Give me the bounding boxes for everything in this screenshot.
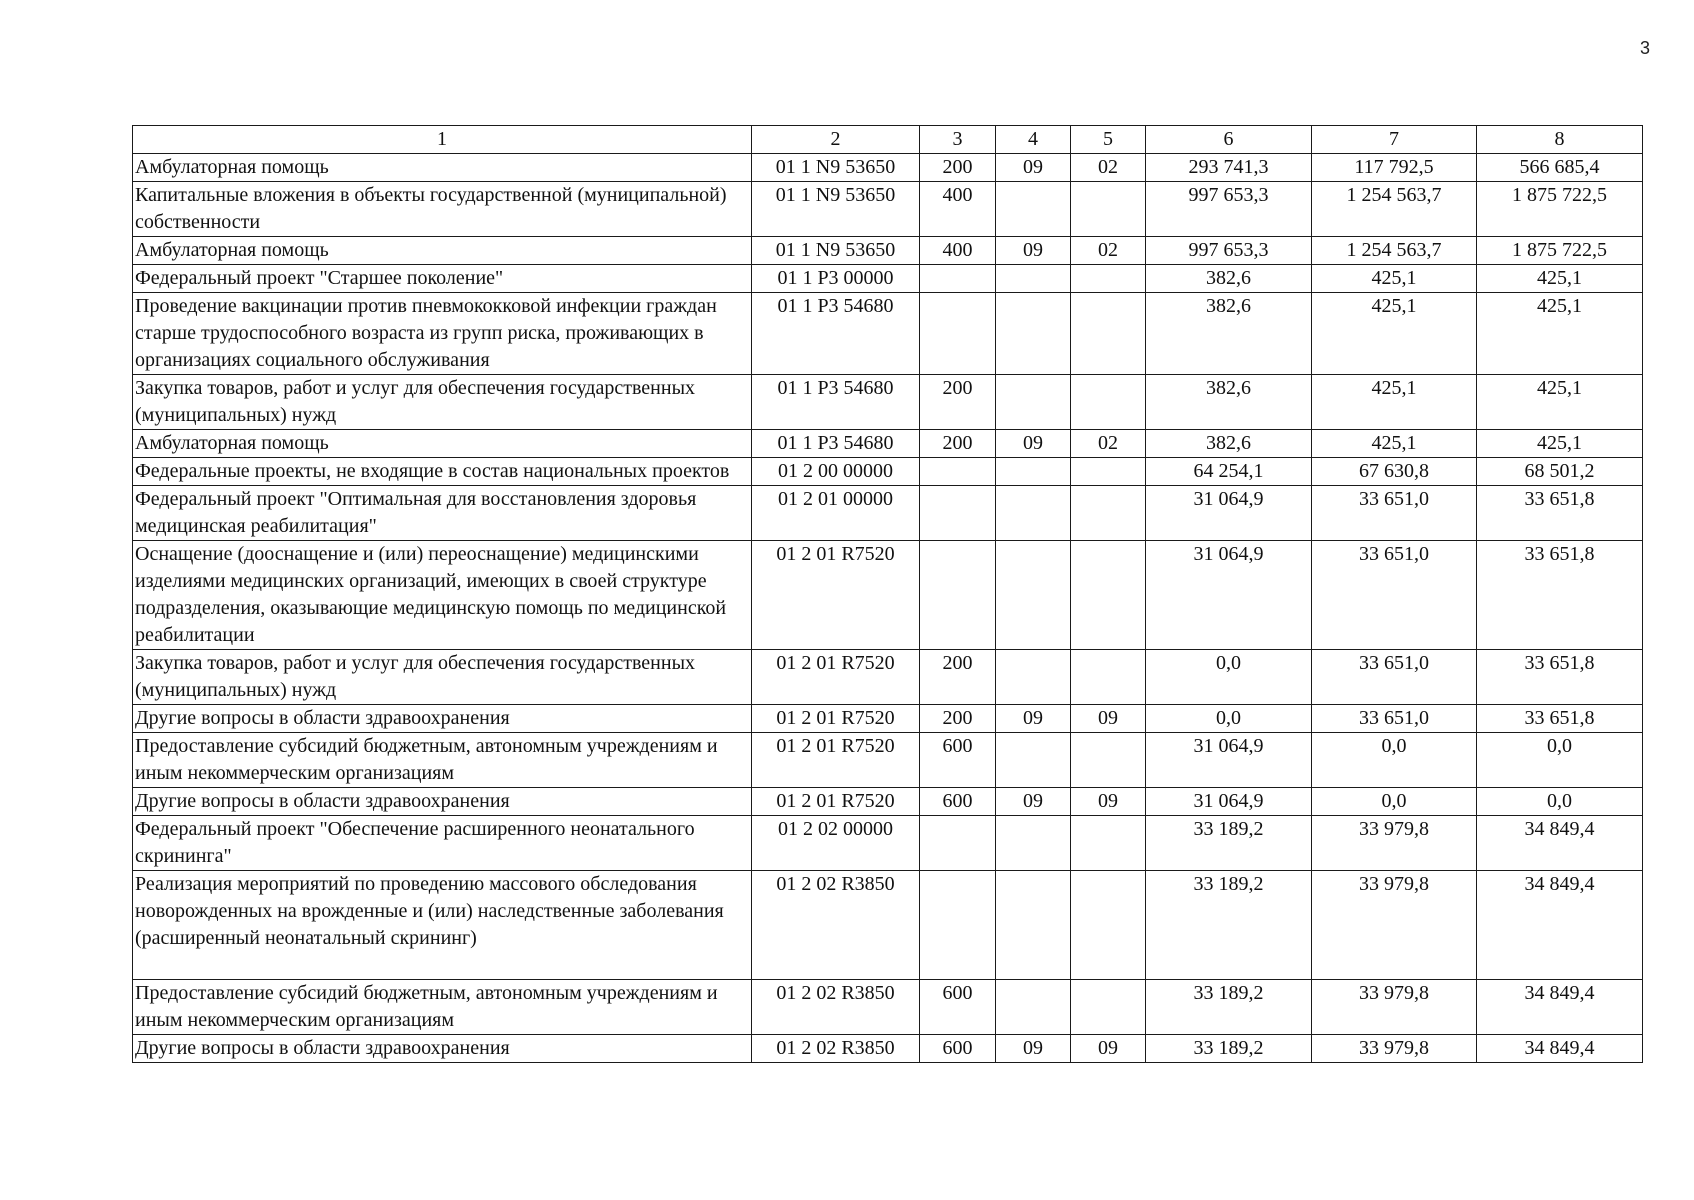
row-col5-cell: 09 [1071, 788, 1146, 816]
row-code-cell: 01 2 01 R7520 [752, 541, 920, 650]
row-col5-cell: 02 [1071, 237, 1146, 265]
row-col7-cell: 33 651,0 [1312, 705, 1477, 733]
row-col7-cell: 33 979,8 [1312, 871, 1477, 980]
row-col7-cell: 33 651,0 [1312, 486, 1477, 541]
row-col6-cell: 33 189,2 [1146, 816, 1312, 871]
row-col8-cell: 68 501,2 [1477, 458, 1643, 486]
row-col8-cell: 1 875 722,5 [1477, 182, 1643, 237]
row-col4-cell [996, 375, 1071, 430]
row-col3-cell: 600 [920, 733, 996, 788]
row-name-cell: Предоставление субсидий бюджетным, автономным учреждениям и иным некоммерческим организациям [133, 980, 752, 1035]
row-col3-cell: 200 [920, 650, 996, 705]
row-col6-cell: 382,6 [1146, 293, 1312, 375]
row-name-cell: Федеральный проект "Оптимальная для восстановления здоровья медицинская реабилитация" [133, 486, 752, 541]
row-col4-cell [996, 182, 1071, 237]
table-row [133, 154, 1643, 182]
row-col5-cell [1071, 182, 1146, 237]
table-row [133, 788, 1643, 816]
table-row [133, 430, 1643, 458]
row-name-cell: Закупка товаров, работ и услуг для обеспечения государственных (муниципальных) нужд [133, 375, 752, 430]
row-col6-cell: 31 064,9 [1146, 733, 1312, 788]
row-col8-cell: 34 849,4 [1477, 871, 1643, 980]
row-col4-cell [996, 265, 1071, 293]
row-col7-cell: 33 651,0 [1312, 650, 1477, 705]
row-col7-cell: 117 792,5 [1312, 154, 1477, 182]
row-name-cell: Другие вопросы в области здравоохранения [133, 1035, 752, 1063]
row-col8-cell: 33 651,8 [1477, 486, 1643, 541]
row-col8-cell: 0,0 [1477, 788, 1643, 816]
row-code-cell: 01 2 01 R7520 [752, 650, 920, 705]
row-col6-cell: 997 653,3 [1146, 182, 1312, 237]
row-name-cell: Другие вопросы в области здравоохранения [133, 705, 752, 733]
row-col8-cell: 425,1 [1477, 430, 1643, 458]
row-col4-cell: 09 [996, 705, 1071, 733]
row-col6-cell: 64 254,1 [1146, 458, 1312, 486]
row-name-cell: Амбулаторная помощь [133, 237, 752, 265]
row-name-cell: Амбулаторная помощь [133, 154, 752, 182]
row-name-cell: Федеральный проект "Старшее поколение" [133, 265, 752, 293]
page-number: 3 [1640, 38, 1651, 58]
row-col6-cell: 293 741,3 [1146, 154, 1312, 182]
row-col4-cell [996, 733, 1071, 788]
column-header: 1 [133, 126, 752, 154]
row-name-cell: Предоставление субсидий бюджетным, автономным учреждениям и иным некоммерческим организациям [133, 733, 752, 788]
column-header: 2 [752, 126, 920, 154]
row-name-cell: Амбулаторная помощь [133, 430, 752, 458]
row-col8-cell: 34 849,4 [1477, 1035, 1643, 1063]
column-header: 8 [1477, 126, 1643, 154]
table-body [133, 154, 1643, 1063]
row-code-cell: 01 2 02 00000 [752, 816, 920, 871]
row-col5-cell [1071, 293, 1146, 375]
row-col5-cell: 09 [1071, 705, 1146, 733]
table-row [133, 486, 1643, 541]
row-name-cell: Закупка товаров, работ и услуг для обеспечения государственных (муниципальных) нужд [133, 650, 752, 705]
row-code-cell: 01 1 P3 54680 [752, 293, 920, 375]
row-col4-cell: 09 [996, 237, 1071, 265]
row-col4-cell [996, 816, 1071, 871]
row-col5-cell [1071, 375, 1146, 430]
row-col4-cell [996, 458, 1071, 486]
row-col7-cell: 33 979,8 [1312, 816, 1477, 871]
row-col7-cell: 0,0 [1312, 733, 1477, 788]
row-col7-cell: 1 254 563,7 [1312, 237, 1477, 265]
row-col7-cell: 1 254 563,7 [1312, 182, 1477, 237]
row-col7-cell: 33 979,8 [1312, 1035, 1477, 1063]
row-col4-cell [996, 650, 1071, 705]
row-col5-cell: 02 [1071, 154, 1146, 182]
row-col5-cell [1071, 980, 1146, 1035]
row-col7-cell: 0,0 [1312, 788, 1477, 816]
row-col8-cell: 425,1 [1477, 293, 1643, 375]
row-col8-cell: 566 685,4 [1477, 154, 1643, 182]
row-code-cell: 01 2 01 R7520 [752, 788, 920, 816]
column-header: 7 [1312, 126, 1477, 154]
row-col3-cell: 200 [920, 375, 996, 430]
row-col3-cell [920, 293, 996, 375]
row-col3-cell [920, 265, 996, 293]
row-code-cell: 01 1 P3 54680 [752, 375, 920, 430]
column-header: 6 [1146, 126, 1312, 154]
row-col4-cell: 09 [996, 430, 1071, 458]
column-header: 3 [920, 126, 996, 154]
row-col8-cell: 34 849,4 [1477, 816, 1643, 871]
row-col5-cell [1071, 733, 1146, 788]
row-code-cell: 01 2 02 R3850 [752, 980, 920, 1035]
row-col4-cell [996, 293, 1071, 375]
row-code-cell: 01 2 01 R7520 [752, 733, 920, 788]
row-col4-cell: 09 [996, 154, 1071, 182]
row-col6-cell: 0,0 [1146, 650, 1312, 705]
row-col3-cell: 200 [920, 705, 996, 733]
table-row [133, 1035, 1643, 1063]
row-code-cell: 01 2 01 R7520 [752, 705, 920, 733]
row-col6-cell: 0,0 [1146, 705, 1312, 733]
row-code-cell: 01 1 P3 00000 [752, 265, 920, 293]
table-row [133, 871, 1643, 980]
column-header: 5 [1071, 126, 1146, 154]
row-col5-cell: 09 [1071, 1035, 1146, 1063]
row-col5-cell [1071, 486, 1146, 541]
table-row [133, 293, 1643, 375]
table-row [133, 980, 1643, 1035]
table-row [133, 458, 1643, 486]
row-col8-cell: 33 651,8 [1477, 650, 1643, 705]
row-col5-cell [1071, 871, 1146, 980]
row-col6-cell: 33 189,2 [1146, 1035, 1312, 1063]
row-col8-cell: 425,1 [1477, 375, 1643, 430]
row-code-cell: 01 2 00 00000 [752, 458, 920, 486]
row-col3-cell [920, 486, 996, 541]
row-col7-cell: 425,1 [1312, 375, 1477, 430]
row-col8-cell: 1 875 722,5 [1477, 237, 1643, 265]
row-col8-cell: 0,0 [1477, 733, 1643, 788]
row-col6-cell: 382,6 [1146, 375, 1312, 430]
row-col8-cell: 425,1 [1477, 265, 1643, 293]
row-col3-cell: 600 [920, 980, 996, 1035]
row-name-cell: Федеральные проекты, не входящие в состав национальных проектов [133, 458, 752, 486]
row-code-cell: 01 1 N9 53650 [752, 182, 920, 237]
row-col5-cell [1071, 458, 1146, 486]
row-col6-cell: 33 189,2 [1146, 871, 1312, 980]
row-col5-cell [1071, 541, 1146, 650]
row-col6-cell: 382,6 [1146, 265, 1312, 293]
row-col6-cell: 997 653,3 [1146, 237, 1312, 265]
row-col3-cell: 200 [920, 430, 996, 458]
row-code-cell: 01 2 02 R3850 [752, 871, 920, 980]
table-row [133, 816, 1643, 871]
row-col6-cell: 31 064,9 [1146, 541, 1312, 650]
table-row [133, 541, 1643, 650]
row-col3-cell: 200 [920, 154, 996, 182]
row-col4-cell: 09 [996, 1035, 1071, 1063]
row-code-cell: 01 1 N9 53650 [752, 154, 920, 182]
row-name-cell: Оснащение (дооснащение и (или) переоснащение) медицинскими изделиями медицинских организаций, имеющих в своей структуре подразделения, оказывающие медицинскую помощь по медицинской реабилитации [133, 541, 752, 650]
row-col3-cell: 400 [920, 182, 996, 237]
budget-table [132, 125, 1643, 1063]
column-header: 4 [996, 126, 1071, 154]
table-row [133, 182, 1643, 237]
table-row [133, 650, 1643, 705]
row-col4-cell [996, 871, 1071, 980]
row-col7-cell: 425,1 [1312, 293, 1477, 375]
row-col6-cell: 382,6 [1146, 430, 1312, 458]
row-col3-cell [920, 458, 996, 486]
row-col4-cell [996, 980, 1071, 1035]
row-name-cell: Реализация мероприятий по проведению массового обследования новорожденных на врожденные и (или) наследственные заболевания (расширенный неонатальный скрининг) [133, 871, 752, 980]
row-name-cell: Капитальные вложения в объекты государственной (муниципальной) собственности [133, 182, 752, 237]
row-code-cell: 01 1 P3 54680 [752, 430, 920, 458]
row-name-cell: Федеральный проект "Обеспечение расширенного неонатального скрининга" [133, 816, 752, 871]
header-row [133, 126, 1643, 154]
row-col7-cell: 33 979,8 [1312, 980, 1477, 1035]
table-row [133, 733, 1643, 788]
row-col3-cell [920, 816, 996, 871]
row-col7-cell: 425,1 [1312, 265, 1477, 293]
row-col3-cell: 600 [920, 1035, 996, 1063]
row-col4-cell [996, 486, 1071, 541]
row-code-cell: 01 2 02 R3850 [752, 1035, 920, 1063]
table-header [133, 126, 1643, 154]
row-col3-cell [920, 871, 996, 980]
row-col5-cell: 02 [1071, 430, 1146, 458]
row-col7-cell: 67 630,8 [1312, 458, 1477, 486]
table-row [133, 237, 1643, 265]
row-col6-cell: 33 189,2 [1146, 980, 1312, 1035]
row-col4-cell [996, 541, 1071, 650]
row-col3-cell [920, 541, 996, 650]
row-col4-cell: 09 [996, 788, 1071, 816]
row-col7-cell: 425,1 [1312, 430, 1477, 458]
row-col6-cell: 31 064,9 [1146, 788, 1312, 816]
row-col3-cell: 600 [920, 788, 996, 816]
row-col8-cell: 33 651,8 [1477, 705, 1643, 733]
row-code-cell: 01 2 01 00000 [752, 486, 920, 541]
row-code-cell: 01 1 N9 53650 [752, 237, 920, 265]
row-col8-cell: 33 651,8 [1477, 541, 1643, 650]
table-row [133, 375, 1643, 430]
row-col5-cell [1071, 816, 1146, 871]
row-col8-cell: 34 849,4 [1477, 980, 1643, 1035]
row-name-cell: Другие вопросы в области здравоохранения [133, 788, 752, 816]
row-col5-cell [1071, 265, 1146, 293]
table-row [133, 705, 1643, 733]
row-col5-cell [1071, 650, 1146, 705]
row-col7-cell: 33 651,0 [1312, 541, 1477, 650]
row-name-cell: Проведение вакцинации против пневмококковой инфекции граждан старше трудоспособного возраста из групп риска, проживающих в организациях социального обслуживания [133, 293, 752, 375]
row-col6-cell: 31 064,9 [1146, 486, 1312, 541]
row-col3-cell: 400 [920, 237, 996, 265]
table-row [133, 265, 1643, 293]
